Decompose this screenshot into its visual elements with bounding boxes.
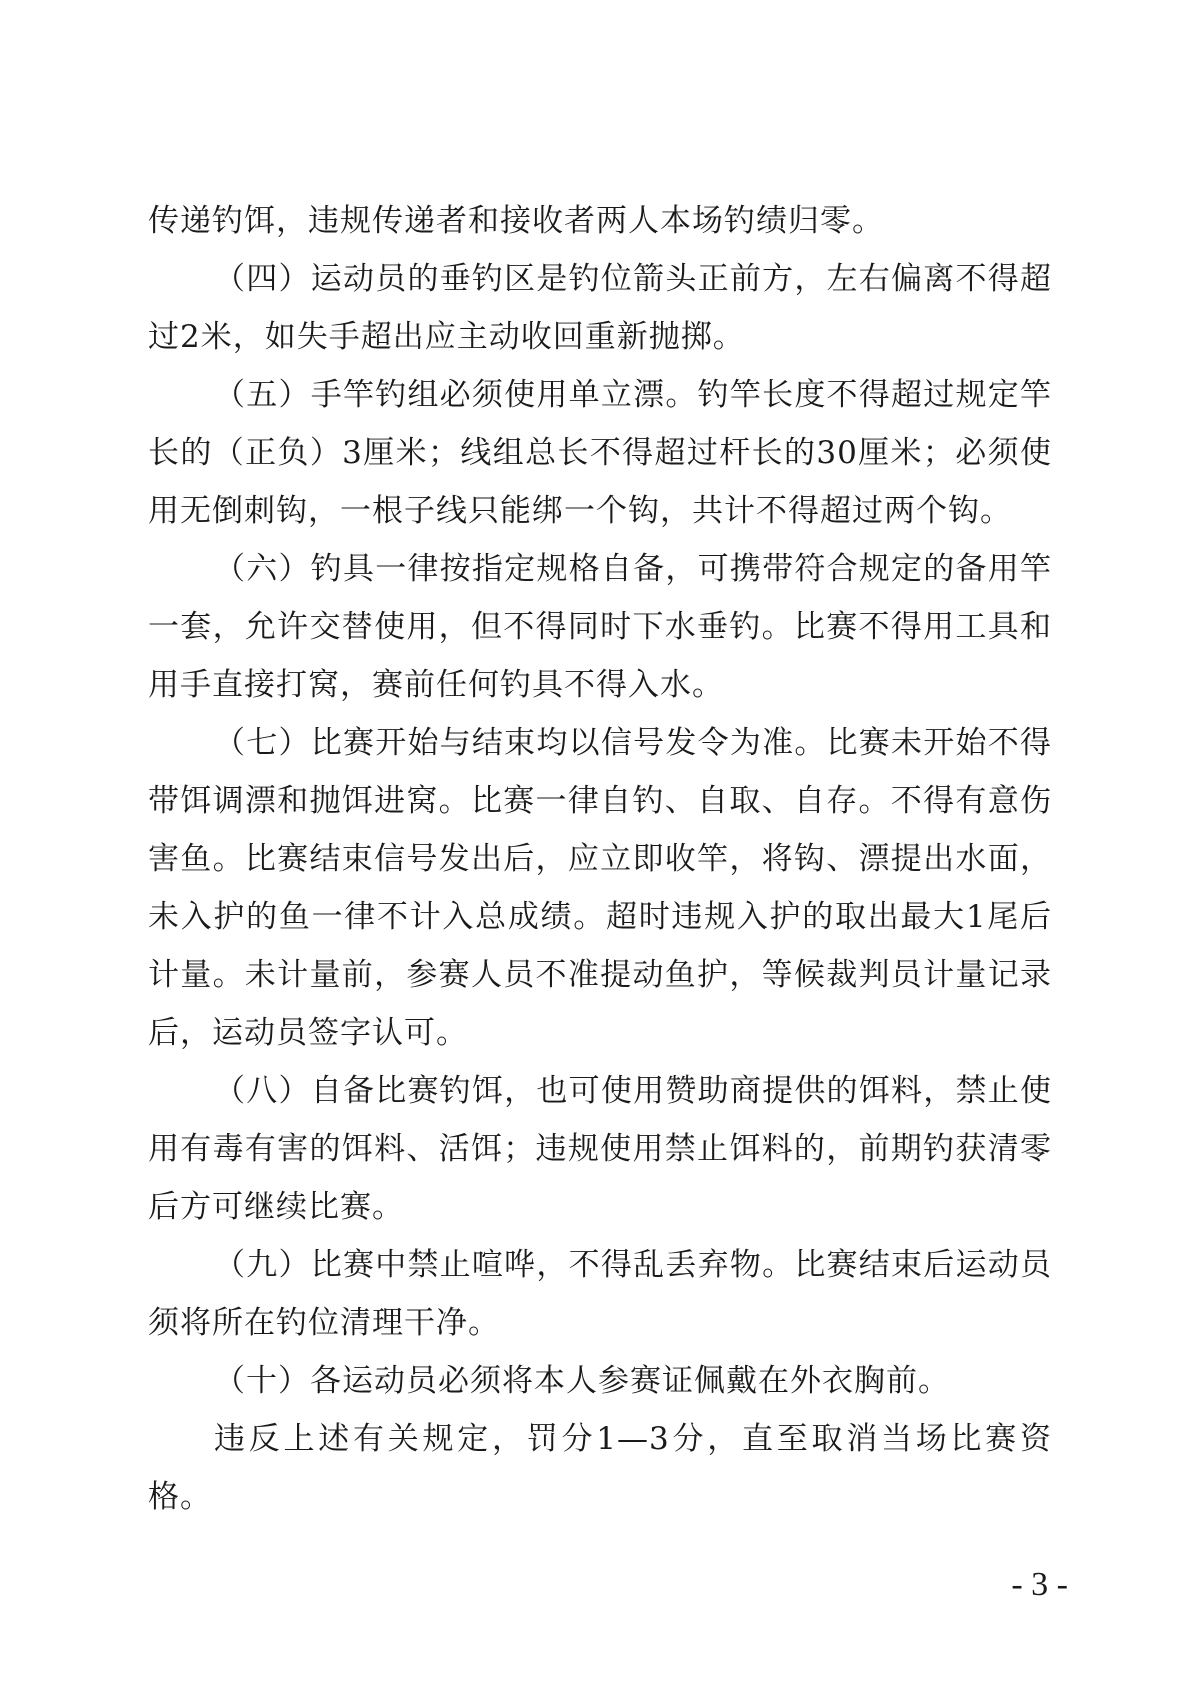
document-body [148, 192, 1052, 1526]
paragraph-penalty: 违反上述有关规定，罚分1—3分，直至取消当场比赛资格。 [148, 1421, 1052, 1515]
paragraph-rule-7: （七）比赛开始与结束均以信号发令为准。比赛未开始不得带饵调漂和抛饵进窝。比赛一律自钓、自取、自存。不得有意伤害鱼。比赛结束信号发出后，应立即收竿，将钩、漂提出水面，未入护的鱼一律不计入总成绩。超时违规入护的取出最大1尾后计量。未计量前，参赛人员不准提动鱼护，等候裁判员计量记录后，运动员签字认可。 [148, 725, 1052, 1051]
paragraph-rule-10: （十）各运动员必须将本人参赛证佩戴在外衣胸前。 [214, 1363, 950, 1399]
paragraph-rule-8: （八）自备比赛钓饵，也可使用赞助商提供的饵料，禁止使用有毒有害的饵料、活饵；违规使用禁止饵料的，前期钓获清零后方可继续比赛。 [148, 1073, 1052, 1225]
page-number: - 3 - [1011, 1566, 1068, 1603]
paragraph-rule-6: （六）钓具一律按指定规格自备，可携带符合规定的备用竿一套，允许交替使用，但不得同时下水垂钓。比赛不得用工具和用手直接打窝，赛前任何钓具不得入水。 [148, 551, 1052, 703]
paragraph-rule-5: （五）手竿钓组必须使用单立漂。钓竿长度不得超过规定竿长的（正负）3厘米；线组总长不得超过杆长的30厘米；必须使用无倒刺钩，一根子线只能绑一个钩，共计不得超过两个钩。 [148, 377, 1052, 529]
paragraph-rule-4: （四）运动员的垂钓区是钓位箭头正前方，左右偏离不得超过2米，如失手超出应主动收回重新抛掷。 [148, 261, 1052, 355]
paragraph-rule-9: （九）比赛中禁止喧哗，不得乱丢弃物。比赛结束后运动员须将所在钓位清理干净。 [148, 1247, 1052, 1341]
paragraph-continuation: 传递钓饵，违规传递者和接收者两人本场钓绩归零。 [148, 203, 884, 239]
